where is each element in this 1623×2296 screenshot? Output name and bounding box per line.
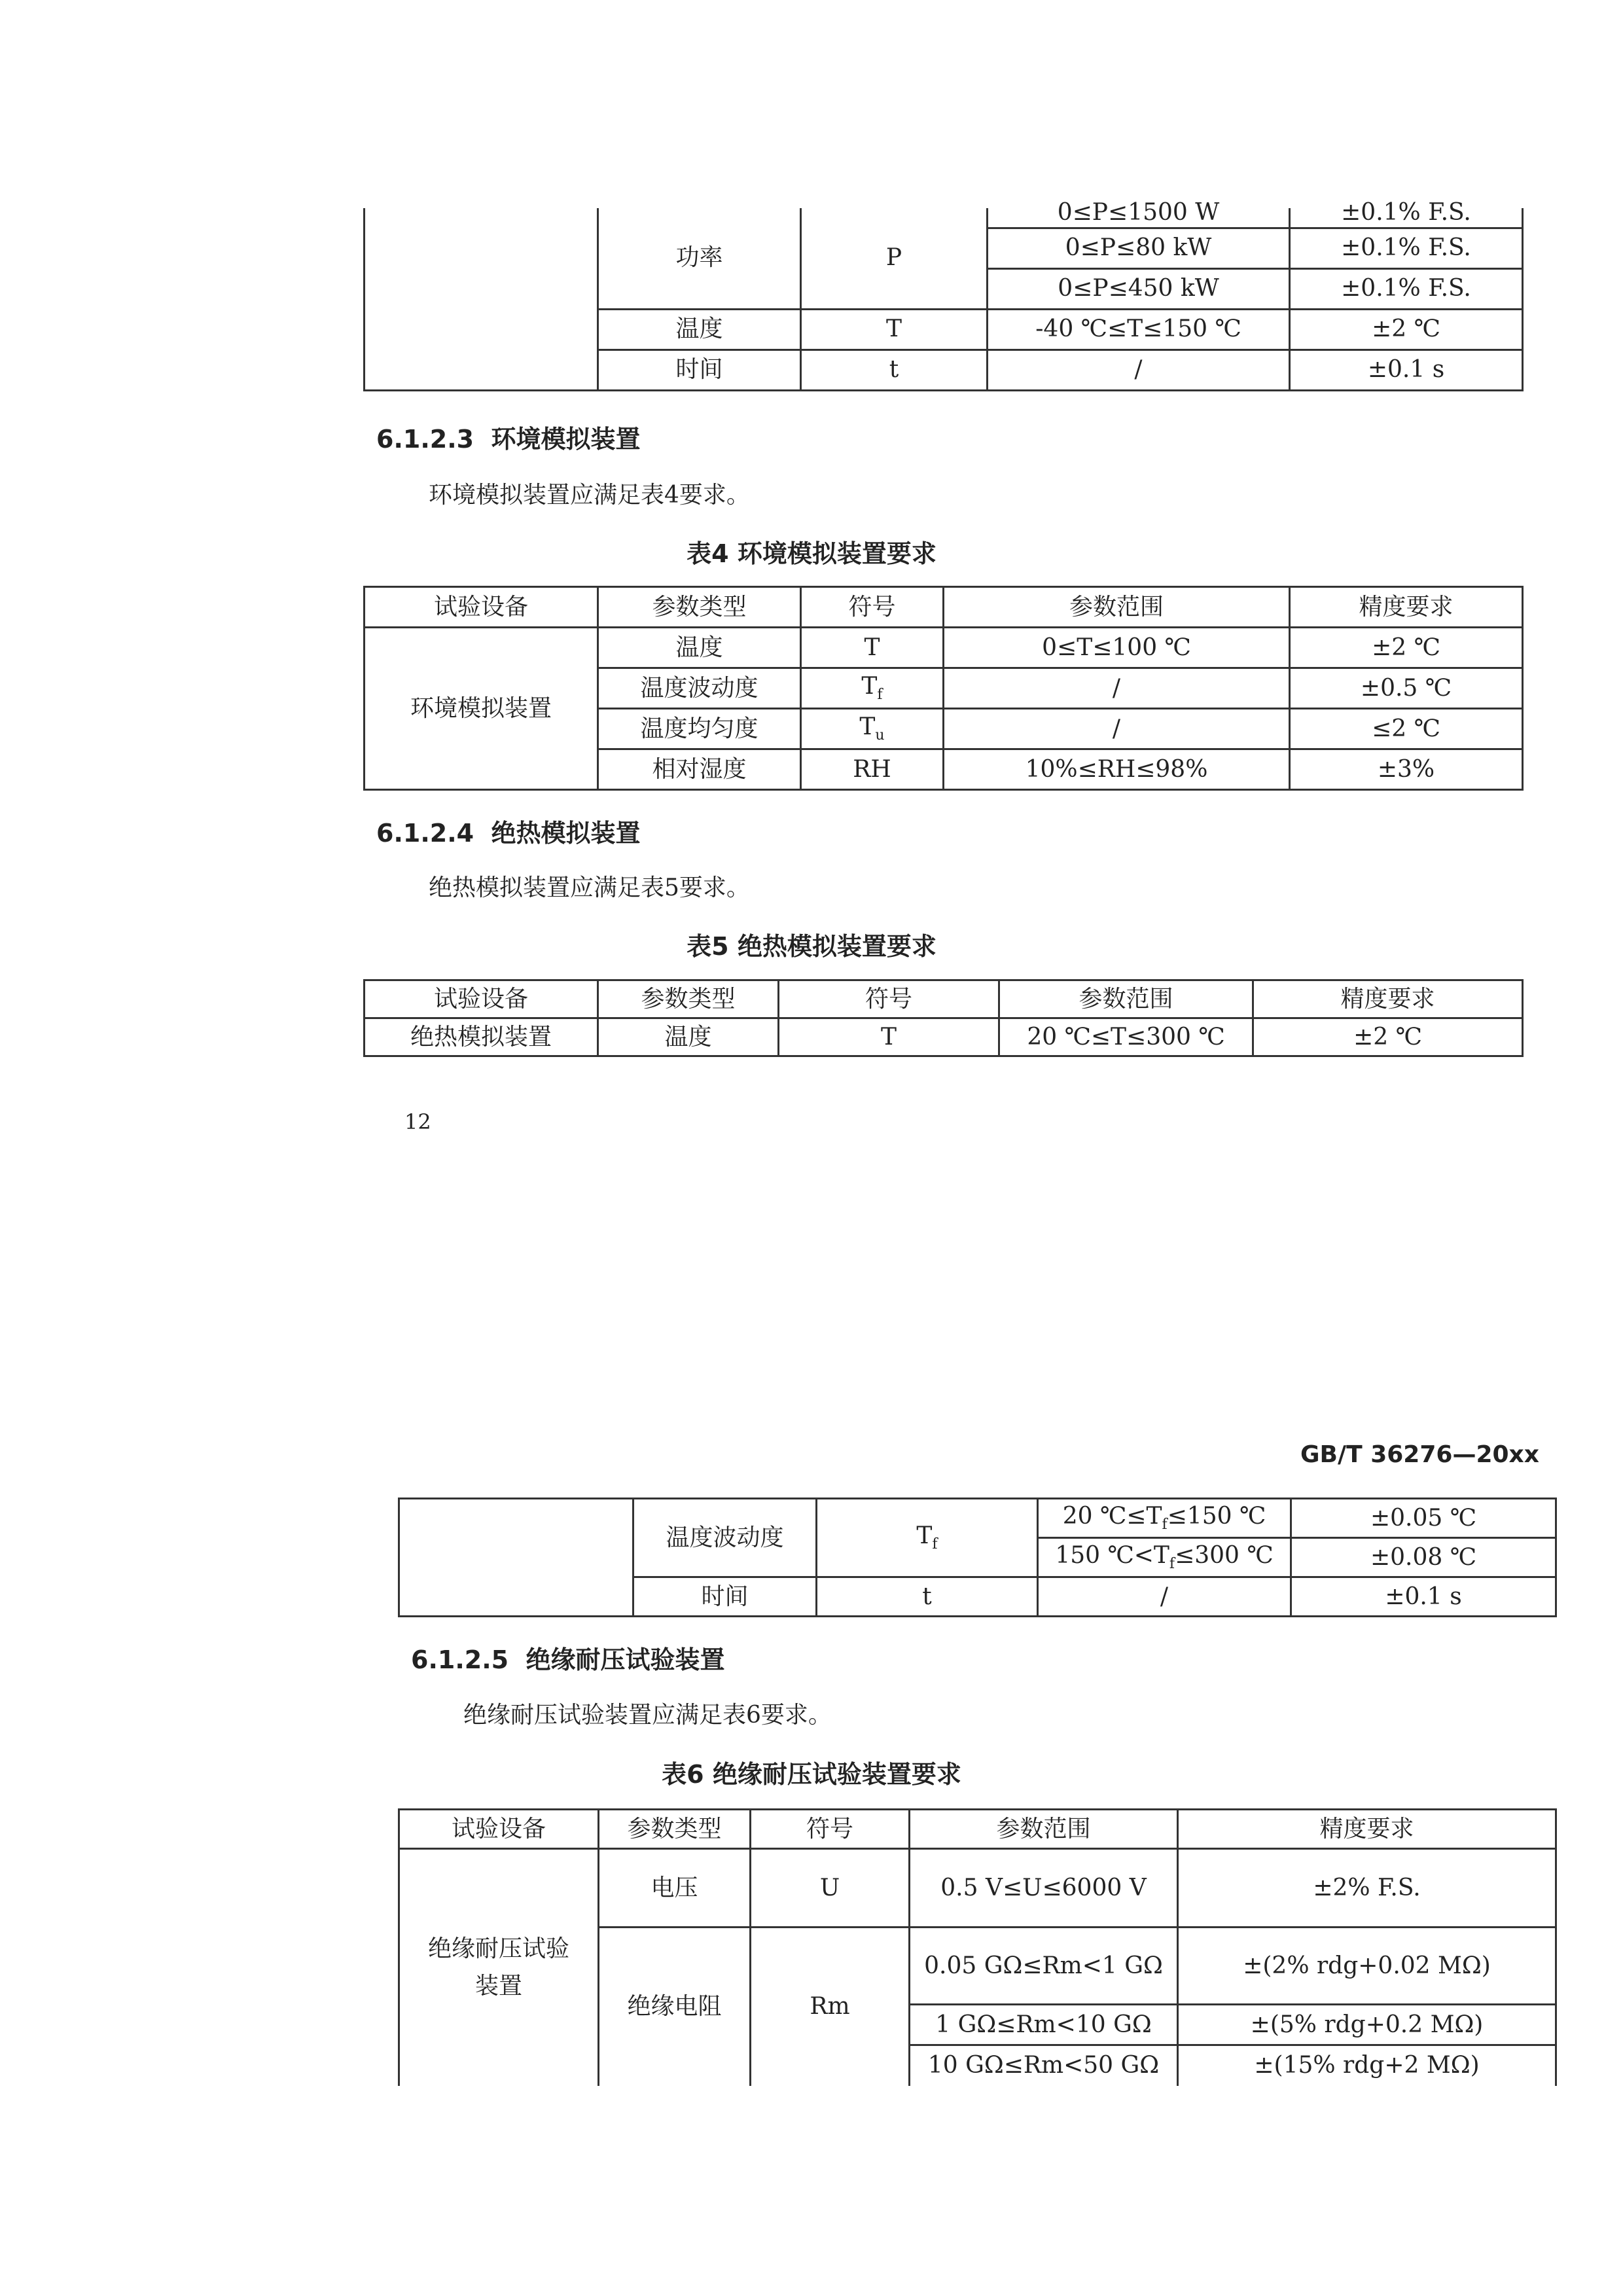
range-cell: 0≤P≤450 kW <box>988 268 1290 309</box>
symbol-cell: P <box>801 208 988 309</box>
device-cell: 环境模拟装置 <box>365 628 598 790</box>
range-cell: / <box>944 709 1290 749</box>
table5-caption: 表5 绝热模拟装置要求 <box>687 932 936 961</box>
header-accuracy: 精度要求 <box>1290 587 1523 628</box>
range-cell: 150 $℃<T_f\le 300$ ℃ <box>1038 1538 1291 1577</box>
range-cell: 10%≤RH≤98% <box>944 749 1290 790</box>
accuracy-cell: ±2 ℃ <box>1290 309 1523 350</box>
section-text-6123: 环境模拟装置应满足表4要求。 <box>429 482 750 509</box>
table4 <box>363 586 1524 791</box>
header-accuracy: 精度要求 <box>1253 980 1523 1018</box>
table6-header-row <box>399 1810 1556 1849</box>
accuracy-cell: ±3% <box>1290 749 1523 790</box>
header-symbol: 符号 <box>751 1810 910 1849</box>
param-cell: 温度波动度 <box>633 1499 817 1577</box>
header-symbol: 符号 <box>779 980 999 1018</box>
table5 <box>363 979 1524 1057</box>
accuracy-cell: ≤2 ℃ <box>1290 709 1523 749</box>
symbol-cell: t <box>817 1577 1038 1617</box>
header-device: 试验设备 <box>365 587 598 628</box>
symbol-cell: T <box>801 628 944 668</box>
section-heading-6125: 6.1.2.5 绝缘耐压试验装置 <box>411 1645 725 1674</box>
section-heading-6123: 6.1.2.3 环境模拟装置 <box>376 425 641 454</box>
section-text-6124: 绝热模拟装置应满足表5要求。 <box>429 874 750 901</box>
symbol-cell: T <box>779 1018 999 1056</box>
table4-header-row <box>365 587 1523 628</box>
param-cell: 相对湿度 <box>598 749 801 790</box>
header-range: 参数范围 <box>999 980 1253 1018</box>
range-cell: 1 GΩ≤Rm<10 GΩ <box>910 2005 1178 2045</box>
accuracy-cell: ±2 ℃ <box>1290 628 1523 668</box>
param-cell: 温度波动度 <box>598 668 801 709</box>
symbol-cell: RH <box>801 749 944 790</box>
header-device: 试验设备 <box>365 980 598 1018</box>
header-symbol: 符号 <box>801 587 944 628</box>
device-cell-empty <box>365 208 598 390</box>
param-cell: 电压 <box>599 1849 751 1928</box>
param-cell: 时间 <box>598 350 801 390</box>
param-cell: 时间 <box>633 1577 817 1617</box>
accuracy-cell: ±0.5 ℃ <box>1290 668 1523 709</box>
accuracy-cell: ±0.1% F.S. <box>1290 268 1523 309</box>
header-device: 试验设备 <box>399 1810 599 1849</box>
table-row <box>399 1499 1556 1538</box>
table3-continued <box>363 199 1524 391</box>
range-cell: 20 ℃≤T≤300 ℃ <box>999 1018 1253 1056</box>
table6 <box>398 1808 1557 2086</box>
symbol-cell: Rm <box>751 1928 910 2086</box>
header-param: 参数类型 <box>598 980 779 1018</box>
range-cell: -40 ℃≤T≤150 ℃ <box>988 309 1290 350</box>
param-cell: 温度 <box>598 628 801 668</box>
symbol-cell: $T_u$ <box>801 709 944 749</box>
accuracy-cell: ±(2% rdg+0.02 MΩ) <box>1178 1928 1556 2005</box>
accuracy-cell: ±(15% rdg+2 MΩ) <box>1178 2045 1556 2086</box>
header-param: 参数类型 <box>598 587 801 628</box>
param-cell: 绝缘电阻 <box>599 1928 751 2086</box>
table6-caption: 表6 绝缘耐压试验装置要求 <box>662 1760 961 1789</box>
range-cell: 0.5 V≤U≤6000 V <box>910 1849 1178 1928</box>
device-cell-empty <box>399 1499 633 1617</box>
doc-id-header: GB/T 36276—20xx <box>1300 1441 1539 1468</box>
table-row <box>399 1849 1556 1928</box>
param-cell: 功率 <box>598 208 801 309</box>
accuracy-cell: ±0.1% F.S. <box>1290 228 1523 268</box>
table5-continued <box>398 1498 1557 1617</box>
param-cell: 温度均匀度 <box>598 709 801 749</box>
range-cell: / <box>944 668 1290 709</box>
symbol-cell: $T_f$ <box>801 668 944 709</box>
table5-header-row <box>365 980 1523 1018</box>
range-cell: 20 $℃\le T_f\le 150$ ℃ <box>1038 1499 1291 1538</box>
header-range: 参数范围 <box>910 1810 1178 1849</box>
table-row <box>365 628 1523 668</box>
accuracy-cell: ±(5% rdg+0.2 MΩ) <box>1178 2005 1556 2045</box>
range-cell: 10 GΩ≤Rm<50 GΩ <box>910 2045 1178 2086</box>
accuracy-cell: ±0.1 s <box>1291 1577 1556 1617</box>
accuracy-cell: ±0.05 ℃ <box>1291 1499 1556 1538</box>
accuracy-cell: ±0.1% F.S. <box>1290 208 1523 228</box>
header-accuracy: 精度要求 <box>1178 1810 1556 1849</box>
symbol-cell: T <box>801 309 988 350</box>
accuracy-cell: ±0.1 s <box>1290 350 1523 390</box>
accuracy-cell: ±2% F.S. <box>1178 1849 1556 1928</box>
range-cell: 0≤P≤80 kW <box>988 228 1290 268</box>
symbol-cell: U <box>751 1849 910 1928</box>
header-param: 参数类型 <box>599 1810 751 1849</box>
accuracy-cell: ±2 ℃ <box>1253 1018 1523 1056</box>
param-cell: 温度 <box>598 309 801 350</box>
header-range: 参数范围 <box>944 587 1290 628</box>
page-number: 12 <box>404 1109 431 1134</box>
range-cell: / <box>1038 1577 1291 1617</box>
table4-caption: 表4 环境模拟装置要求 <box>687 539 936 568</box>
device-cell: 绝热模拟装置 <box>365 1018 598 1056</box>
symbol-cell: t <box>801 350 988 390</box>
param-cell: 温度 <box>598 1018 779 1056</box>
range-cell: 0≤P≤1500 W <box>988 208 1290 228</box>
range-cell: 0.05 GΩ≤Rm<1 GΩ <box>910 1928 1178 2005</box>
section-heading-6124: 6.1.2.4 绝热模拟装置 <box>376 819 641 848</box>
range-cell: 0≤T≤100 ℃ <box>944 628 1290 668</box>
section-text-6125: 绝缘耐压试验装置应满足表6要求。 <box>463 1702 832 1729</box>
table-row <box>365 1018 1523 1056</box>
symbol-cell: $T_f$ <box>817 1499 1038 1577</box>
device-cell: 绝缘耐压试验 装置 <box>399 1849 599 2086</box>
range-cell: / <box>988 350 1290 390</box>
accuracy-cell: ±0.08 ℃ <box>1291 1538 1556 1577</box>
